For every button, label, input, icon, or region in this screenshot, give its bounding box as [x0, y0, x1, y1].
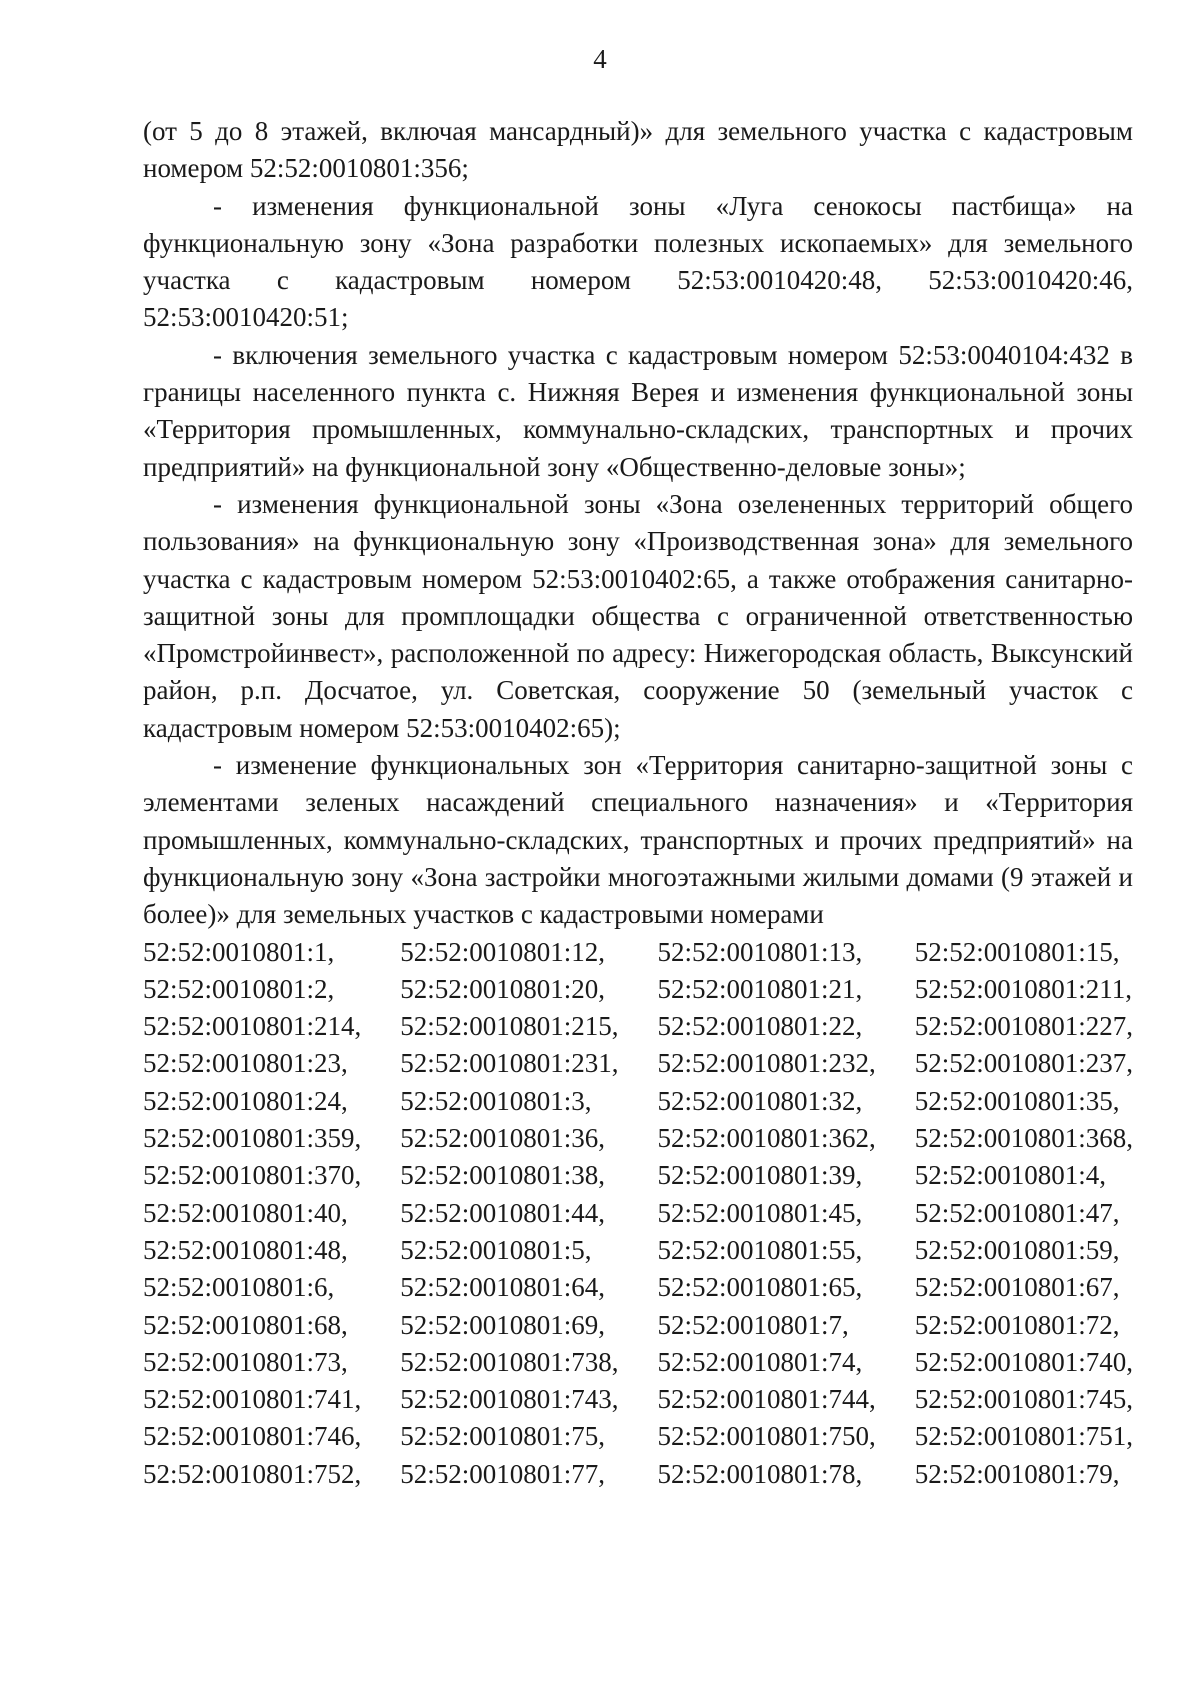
cadastral-number: 52:52:0010801:68,	[143, 1309, 348, 1340]
cadastral-number: 52:52:0010801:750,	[657, 1421, 876, 1452]
cadastral-number: 52:52:0010801:24,	[143, 1085, 348, 1116]
page-number: 4	[593, 44, 607, 74]
cadastral-number: 52:52:0010801:237,	[914, 1048, 1133, 1079]
cadastral-number: 52:52:0010801:20,	[400, 973, 605, 1004]
cadastral-number: 52:52:0010801:745,	[914, 1384, 1133, 1415]
cadastral-number: 52:52:0010801:7,	[657, 1309, 849, 1340]
cadastral-number: 52:52:0010801:738,	[400, 1346, 619, 1377]
cadastral-number: 52:52:0010801:22,	[657, 1011, 863, 1042]
cadastral-number: 52:52:0010801:40,	[143, 1197, 348, 1228]
cadastral-number: 52:52:0010801:69,	[400, 1309, 605, 1340]
cadastral-number: 52:52:0010801:4,	[914, 1160, 1106, 1191]
cadastral-number: 52:52:0010801:45,	[657, 1197, 863, 1228]
paragraph-promstroyinvest: - изменения функциональной зоны «Зона озелененных территорий общего пользования» на функциональную зону «Производственная зона» для земельного участка с кадастровым номером 52:53:0010402:65, а также отображения санитарно-защитной зоны для промплощадки общества с ограниченной ответственностью «Промстройинвест», расположенной по адресу: Нижегородская область, Выксунский район, р.п. Досчатое, ул. Советская, сооружение 50 (земельный участок с кадастровым номером 52:53:0010402:65);	[143, 488, 1133, 743]
cadastral-number: 52:52:0010801:752,	[143, 1458, 362, 1489]
cadastral-number: 52:52:0010801:65,	[657, 1272, 863, 1303]
cadastral-number: 52:52:0010801:21,	[657, 973, 863, 1004]
cadastral-number: 52:52:0010801:15,	[914, 936, 1120, 967]
cadastral-number: 52:52:0010801:6,	[143, 1272, 335, 1303]
cadastral-number: 52:52:0010801:73,	[143, 1346, 348, 1377]
cadastral-number: 52:52:0010801:370,	[143, 1160, 362, 1191]
cadastral-number: 52:52:0010801:2,	[143, 973, 335, 1004]
cadastral-number: 52:52:0010801:12,	[400, 936, 605, 967]
cadastral-number: 52:52:0010801:743,	[400, 1384, 619, 1415]
cadastral-number: 52:52:0010801:32,	[657, 1085, 863, 1116]
paragraph-continuation: (от 5 до 8 этажей, включая мансардный)» для земельного участка с кадастровым номером 52:52:0010801:356;	[143, 116, 1133, 184]
cadastral-number: 52:52:0010801:13,	[657, 936, 863, 967]
cadastral-number: 52:52:0010801:1,	[143, 936, 335, 967]
cadastral-number: 52:52:0010801:39,	[657, 1160, 863, 1191]
cadastral-number: 52:52:0010801:47,	[914, 1197, 1120, 1228]
paragraph-multistorey-zone: - изменение функциональных зон «Территория санитарно-защитной зоны с элементами зеленых насаждений специального назначения» и «Территория промышленных, коммунально-складских, транспортных и прочих предприятий» на функциональную зону «Зона застройки многоэтажными жилыми домами (9 этажей и более)» для земельных участков с кадастровыми номерами	[143, 750, 1133, 930]
cadastral-number: 52:52:0010801:79,	[914, 1458, 1120, 1489]
cadastral-number: 52:52:0010801:78,	[657, 1458, 863, 1489]
cadastral-number: 52:52:0010801:75,	[400, 1421, 605, 1452]
cadastral-number: 52:52:0010801:746,	[143, 1421, 362, 1452]
cadastral-number-list	[143, 934, 1133, 1493]
cadastral-number: 52:52:0010801:214,	[143, 1011, 362, 1042]
cadastral-number: 52:52:0010801:72,	[914, 1309, 1120, 1340]
cadastral-number: 52:52:0010801:741,	[143, 1384, 362, 1415]
cadastral-number: 52:52:0010801:55,	[657, 1234, 863, 1265]
cadastral-number: 52:52:0010801:36,	[400, 1123, 605, 1154]
cadastral-number: 52:52:0010801:740,	[914, 1346, 1133, 1377]
cadastral-number: 52:52:0010801:38,	[400, 1160, 605, 1191]
paragraph-nizhnyaya-vereya: - включения земельного участка с кадастровым номером 52:53:0040104:432 в границы населенного пункта с. Нижняя Верея и изменения функциональной зоны «Территория промышленных, коммунально-складских, транспортных и прочих предприятий» на функциональной зону «Общественно-деловые зоны»;	[143, 339, 1133, 482]
cadastral-number: 52:52:0010801:23,	[143, 1048, 348, 1079]
cadastral-number: 52:52:0010801:215,	[400, 1011, 619, 1042]
cadastral-number: 52:52:0010801:211,	[914, 973, 1132, 1004]
cadastral-number: 52:52:0010801:744,	[657, 1384, 876, 1415]
document-body	[143, 113, 1133, 1493]
cadastral-number: 52:52:0010801:64,	[400, 1272, 605, 1303]
cadastral-number: 52:52:0010801:35,	[914, 1085, 1120, 1116]
cadastral-number: 52:52:0010801:231,	[400, 1048, 619, 1079]
cadastral-number: 52:52:0010801:227,	[914, 1011, 1133, 1042]
cadastral-number: 52:52:0010801:77,	[400, 1458, 605, 1489]
cadastral-number: 52:52:0010801:362,	[657, 1123, 876, 1154]
cadastral-number: 52:52:0010801:59,	[914, 1234, 1120, 1265]
paragraph-meadows-zone: - изменения функциональной зоны «Луга сенокосы пастбища» на функциональную зону «Зона разработки полезных ископаемых» для земельного участка с кадастровым номером 52:53:0010420:48, 52:53:0010420:46, 52:53:0010420:51;	[143, 190, 1133, 333]
cadastral-number: 52:52:0010801:368,	[914, 1123, 1133, 1154]
cadastral-number: 52:52:0010801:359,	[143, 1123, 362, 1154]
cadastral-number: 52:52:0010801:48,	[143, 1234, 348, 1265]
cadastral-number: 52:52:0010801:44,	[400, 1197, 605, 1228]
cadastral-number: 52:52:0010801:74,	[657, 1346, 863, 1377]
cadastral-number: 52:52:0010801:232,	[657, 1048, 876, 1079]
cadastral-number: 52:52:0010801:3,	[400, 1085, 592, 1116]
cadastral-number: 52:52:0010801:751,	[914, 1421, 1133, 1452]
cadastral-number: 52:52:0010801:67,	[914, 1272, 1120, 1303]
cadastral-number: 52:52:0010801:5,	[400, 1234, 592, 1265]
